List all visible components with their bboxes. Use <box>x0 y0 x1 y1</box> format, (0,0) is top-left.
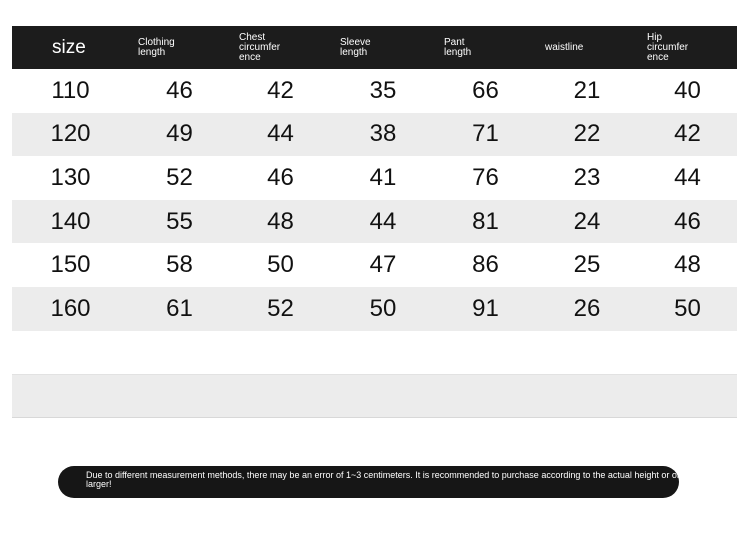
size-chart-header <box>12 26 737 69</box>
table-row <box>12 200 737 244</box>
empty-cell <box>12 374 737 418</box>
cell-waistline: 23 <box>573 163 601 191</box>
cell-sleeve-length: 41 <box>369 163 397 191</box>
cell-hip-circumference: 48 <box>674 251 701 279</box>
cell-chest-circumference: 50 <box>267 251 294 279</box>
cell-pant-length: 71 <box>472 120 499 148</box>
header-row <box>12 26 737 69</box>
cell-pant-length: 86 <box>472 251 499 279</box>
cell-size: 160 <box>50 294 91 322</box>
cell-chest-circumference: 52 <box>267 294 294 322</box>
cell-chest-circumference: 46 <box>267 163 294 191</box>
cell-size: 110 <box>51 76 90 104</box>
cell-sleeve-length: 35 <box>369 76 397 104</box>
cell-hip-circumference: 44 <box>674 163 701 191</box>
cell-hip-circumference: 50 <box>674 294 701 322</box>
cell-size: 140 <box>50 207 91 235</box>
cell-waistline: 21 <box>573 76 601 104</box>
cell-sleeve-length: 50 <box>369 294 397 322</box>
cell-clothing-length: 46 <box>166 76 193 104</box>
cell-waistline: 26 <box>573 294 601 322</box>
cell-size: 120 <box>50 120 91 148</box>
cell-sleeve-length: 44 <box>369 207 397 235</box>
cell-chest-circumference: 42 <box>267 76 294 104</box>
cell-clothing-length: 49 <box>166 120 193 148</box>
size-chart-body <box>12 69 737 418</box>
header-hip-circumference: Hip circumfer ence <box>647 31 689 63</box>
cell-hip-circumference: 46 <box>674 207 701 235</box>
cell-waistline: 22 <box>573 120 601 148</box>
cell-size: 150 <box>50 251 91 279</box>
empty-table-row <box>12 374 737 418</box>
cell-waistline: 24 <box>573 207 601 235</box>
header-waistline: waistline <box>545 41 584 53</box>
cell-chest-circumference: 48 <box>267 207 294 235</box>
empty-table-row <box>12 331 737 375</box>
cell-clothing-length: 52 <box>166 163 193 191</box>
table-row <box>12 287 737 331</box>
cell-clothing-length: 61 <box>166 294 193 322</box>
cell-clothing-length: 55 <box>166 207 193 235</box>
header-chest-circumference: Chest circumfer ence <box>239 31 281 63</box>
header-clothing-length: Clothing length <box>138 36 175 58</box>
cell-clothing-length: 58 <box>166 251 193 279</box>
cell-pant-length: 76 <box>472 163 499 191</box>
cell-pant-length: 66 <box>472 76 499 104</box>
header-pant-length: Pant length <box>444 36 472 58</box>
cell-pant-length: 81 <box>472 207 499 235</box>
header-sleeve-length: Sleeve length <box>340 36 371 58</box>
empty-cell <box>12 331 737 375</box>
measurement-note-text: Due to different measurement methods, there may be an error of 1~3 centimeters. It is recommended to purchase according to the actual height or one size larger! <box>86 470 706 489</box>
cell-pant-length: 91 <box>472 294 499 322</box>
cell-hip-circumference: 42 <box>674 120 701 148</box>
table-row <box>12 69 737 113</box>
cell-chest-circumference: 44 <box>267 120 294 148</box>
table-row <box>12 156 737 200</box>
table-row <box>12 113 737 157</box>
cell-waistline: 25 <box>573 251 601 279</box>
cell-hip-circumference: 40 <box>674 76 701 104</box>
cell-sleeve-length: 38 <box>369 120 397 148</box>
size-chart-table <box>12 26 737 418</box>
header-size: size <box>52 37 86 58</box>
table-row <box>12 243 737 287</box>
cell-size: 130 <box>50 163 91 191</box>
cell-sleeve-length: 47 <box>369 251 397 279</box>
